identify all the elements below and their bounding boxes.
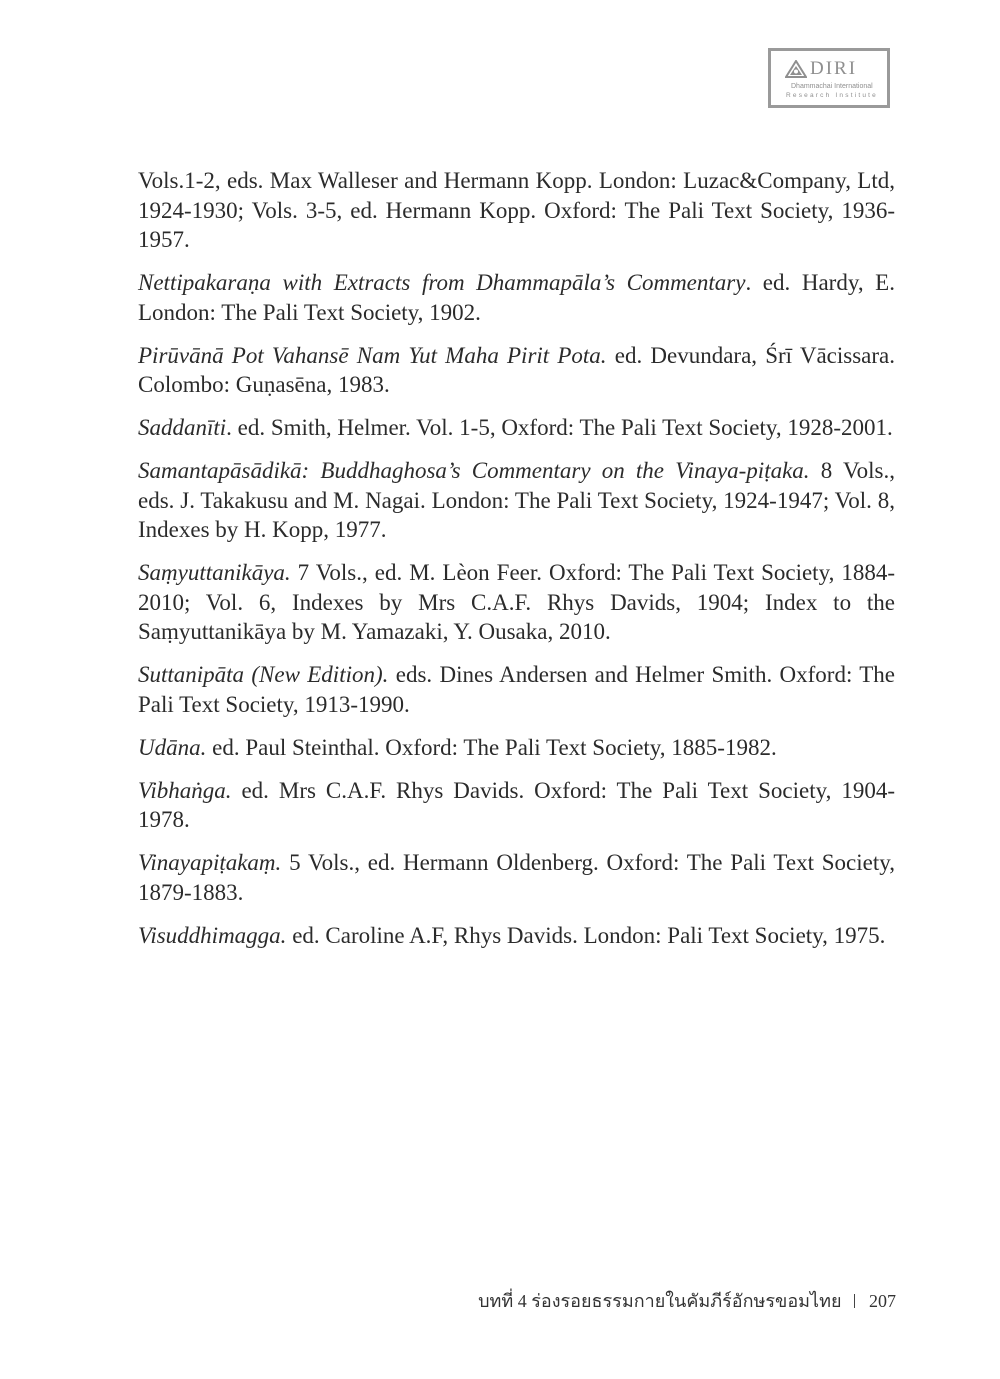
bibliography-entry [138, 268, 895, 327]
entry-details: ed. Mrs C.A.F. Rhys Davids. Oxford: The Pali Text Society, 1904-1978. [138, 777, 895, 832]
page-footer [478, 1289, 896, 1313]
bibliography-entry [138, 660, 895, 719]
entry-details: ed. Caroline A.F, Rhys Davids. London: Pali Text Society, 1975. [286, 922, 886, 948]
bibliography-entry [138, 413, 895, 443]
bibliography-entry [138, 848, 895, 907]
triangle-emblem-icon [785, 60, 807, 78]
bibliography-list [138, 166, 895, 964]
entry-details: eds. Dines Andersen and Helmer Smith. Oxford: The Pali Text Society, 1913-1990. [138, 662, 896, 717]
entry-details: 7 Vols., ed. M. Lèon Feer. Oxford: The Pali Text Society, 1884-2010; Vol. 6, Indexes by Mrs C.A.F. Rhys Davids, 1904; Index to the Saṃyuttanikāya by M. Yamazaki, Y. Ousaka, 2010. [138, 560, 895, 644]
entry-title: Vinayapiṭakaṃ. [138, 850, 282, 875]
logo-wordmark: DIRI [810, 58, 858, 79]
bibliography-entry [138, 166, 895, 255]
entry-details: ed. Devundara, Śrī Vācissara. Colombo: Guṇasēna, 1983. [138, 342, 895, 397]
footer-separator [854, 1294, 856, 1308]
entry-title: Visuddhimagga. [138, 922, 287, 948]
entry-title: Saṃyuttanikāya. [138, 560, 291, 585]
entry-details: ed. Paul Steinthal. Oxford: The Pali Text Society, 1885-1982. [206, 734, 777, 760]
entry-details: . ed. Smith, Helmer. Vol. 1-5, Oxford: The Pali Text Society, 1928-2001. [226, 415, 893, 440]
entry-title: Saddanīti [138, 415, 227, 440]
entry-details: 8 Vols., eds. J. Takakusu and M. Nagai. London: The Pali Text Society, 1924-1947; Vol. 8, Indexes by H. Kopp, 1977. [138, 458, 895, 542]
logo-subtitle-line1: Dhammachai International [791, 83, 873, 90]
chapter-title: บทที่ 4 ร่องรอยธรรมกายในคัมภีร์อักษรขอมไทย [478, 1291, 842, 1311]
entry-details: 5 Vols., ed. Hermann Oldenberg. Oxford: The Pali Text Society, 1879-1883. [138, 850, 895, 905]
entry-title: Nettipakaraṇa with Extracts from Dhammapāla’s Commentary [138, 270, 746, 295]
bibliography-entry [138, 558, 895, 647]
entry-details: Vols.1-2, eds. Max Walleser and Hermann Kopp. London: Luzac&Company, Ltd, 1924-1930; Vols. 3-5, ed. Hermann Kopp. Oxford: The Pali Text Society, 1936-1957. [138, 168, 895, 252]
entry-title: Vibhaṅga. [138, 777, 232, 803]
logo-subtitle-line2: Research Institute [786, 92, 878, 99]
entry-title: Udāna. [138, 734, 207, 760]
bibliography-entry [138, 921, 895, 951]
bibliography-entry [138, 733, 895, 763]
bibliography-entry [138, 776, 895, 835]
entry-title: Samantapāsādikā: Buddhaghosa’s Commentary on the Vinaya-piṭaka. [138, 458, 810, 483]
bibliography-entry [138, 456, 895, 545]
page-number: 207 [869, 1291, 896, 1311]
entry-details: . ed. Hardy, E. London: The Pali Text Society, 1902. [138, 270, 895, 325]
diri-logo [768, 48, 890, 108]
entry-title: Pirūvānā Pot Vahansē Nam Yut Maha Pirit Pota. [138, 342, 607, 368]
bibliography-entry [138, 341, 895, 400]
entry-title: Suttanipāta (New Edition). [138, 662, 389, 687]
